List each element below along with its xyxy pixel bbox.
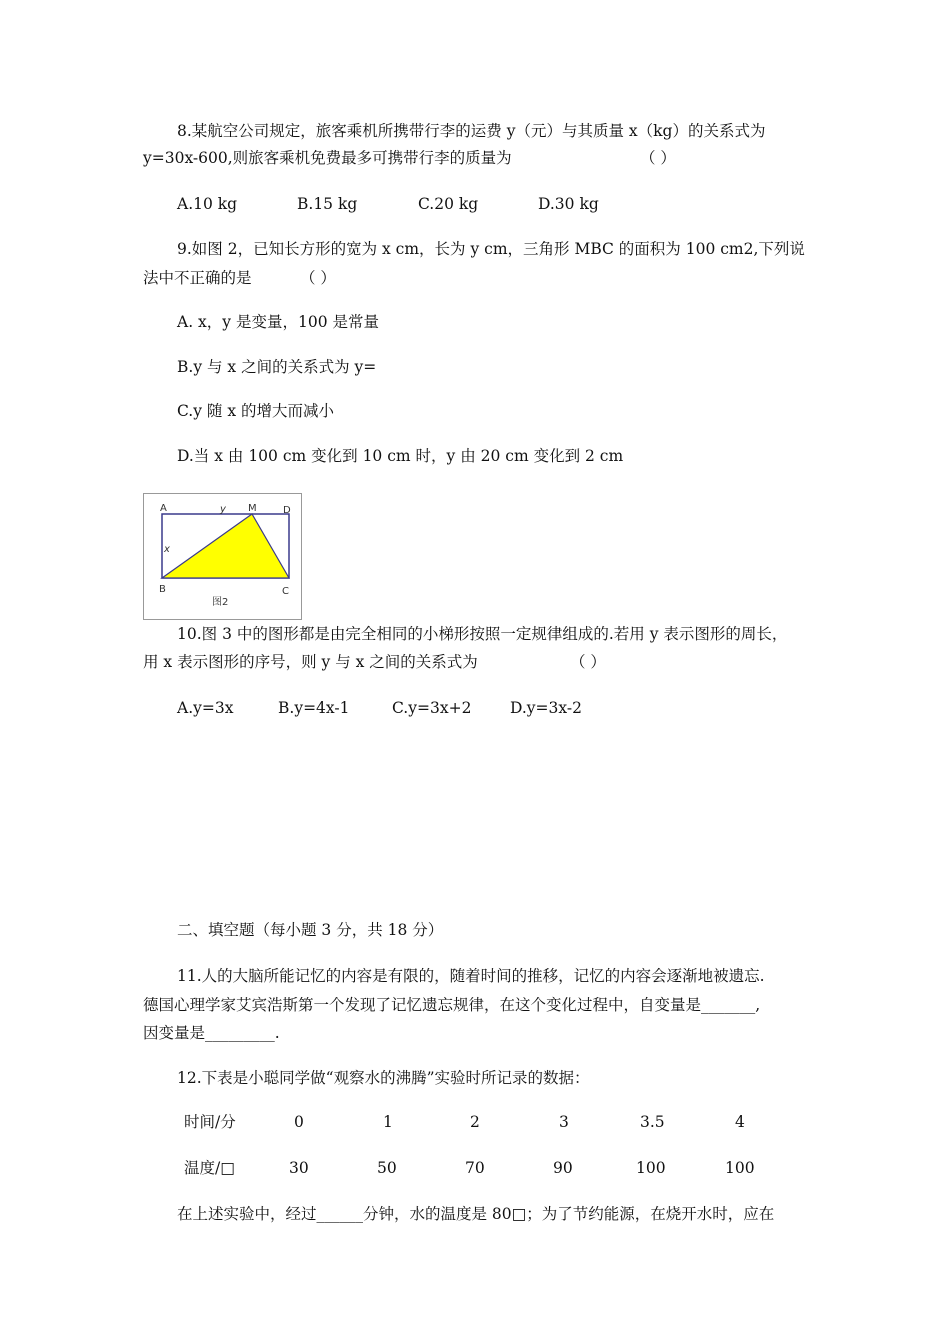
- table-cell: 0: [294, 1113, 304, 1131]
- table-cell: 100: [636, 1159, 666, 1177]
- q8-option-c: C.20 kg: [418, 195, 479, 213]
- table-cell: 70: [465, 1159, 485, 1177]
- q10-option-c: C.y=3x+2: [392, 699, 472, 717]
- q11-line-3: 因变量是_________.: [143, 1024, 280, 1042]
- section-2-title: 二、填空题（每小题 3 分，共 18 分）: [177, 921, 444, 939]
- figure-2-drawing: [144, 494, 301, 619]
- q11-line-2: 德国心理学家艾宾浩斯第一个发现了记忆遗忘规律，在这个变化过程中，自变量是_______,: [143, 996, 761, 1014]
- table-cell: 2: [470, 1113, 480, 1131]
- table-header-temperature: 温度/□: [184, 1159, 235, 1177]
- label-x: x: [164, 544, 170, 555]
- label-c: C: [282, 586, 289, 597]
- label-d: D: [283, 505, 291, 516]
- q9-option-d: D.当 x 由 100 cm 变化到 10 cm 时，y 由 20 cm 变化到 2 cm: [177, 447, 624, 465]
- table-row-temperature: [184, 1158, 784, 1178]
- q11-line-1: 11.人的大脑所能记忆的内容是有限的，随着时间的推移，记忆的内容会逐渐地被遗忘.: [177, 967, 765, 985]
- q9-line-2: 法中不正确的是: [143, 269, 252, 287]
- q10-line-2: 用 x 表示图形的序号，则 y 与 x 之间的关系式为: [143, 653, 478, 671]
- table-cell: 100: [725, 1159, 755, 1177]
- q9-option-c: C.y 随 x 的增大而减小: [177, 402, 335, 420]
- q12-after-text: 在上述实验中，经过______分钟，水的温度是 80□；为了节约能源，在烧开水时，应在: [177, 1205, 775, 1223]
- q8-option-d: D.30 kg: [538, 195, 599, 213]
- q8-options: [177, 194, 777, 214]
- q10-options: [177, 698, 777, 718]
- q9-option-a: A. x，y 是变量，100 是常量: [177, 313, 379, 331]
- q9-answer-paren: （ ）: [300, 269, 336, 287]
- table-cell: 1: [383, 1113, 393, 1131]
- q9-line-1: 9.如图 2，已知长方形的宽为 x cm，长为 y cm，三角形 MBC 的面积为 100 cm2,下列说: [177, 240, 805, 258]
- label-a: A: [160, 503, 167, 514]
- table-cell: 30: [289, 1159, 309, 1177]
- triangle-mbc: [162, 514, 289, 578]
- label-y: y: [220, 504, 226, 515]
- label-m: M: [248, 503, 257, 514]
- table-cell: 50: [377, 1159, 397, 1177]
- figure-caption: 图2: [212, 597, 229, 608]
- table-cell: 3: [559, 1113, 569, 1131]
- q12-intro: 12.下表是小聪同学做“观察水的沸腾”实验时所记录的数据：: [177, 1069, 590, 1087]
- q8-line-2: y=30x-600,则旅客乘机免费最多可携带行李的质量为: [143, 149, 512, 167]
- q10-answer-paren: （ ）: [570, 653, 606, 671]
- table-cell: 3.5: [640, 1113, 665, 1131]
- q8-option-b: B.15 kg: [297, 195, 358, 213]
- q9-option-b: B.y 与 x 之间的关系式为 y=: [177, 358, 377, 376]
- table-cell: 90: [553, 1159, 573, 1177]
- figure-2: [143, 493, 302, 620]
- q10-option-a: A.y=3x: [177, 699, 234, 717]
- q8-option-a: A.10 kg: [177, 195, 238, 213]
- q8-answer-paren: （ ）: [640, 149, 676, 167]
- q10-option-d: D.y=3x-2: [510, 699, 582, 717]
- table-row-time: [184, 1112, 784, 1132]
- q8-line-1: 8.某航空公司规定，旅客乘机所携带行李的运费 y（元）与其质量 x（kg）的关系式为: [177, 122, 766, 140]
- q10-option-b: B.y=4x-1: [278, 699, 350, 717]
- table-header-time: 时间/分: [184, 1113, 236, 1131]
- label-b: B: [159, 584, 166, 595]
- q10-line-1: 10.图 3 中的图形都是由完全相同的小梯形按照一定规律组成的.若用 y 表示图形的周长，: [177, 625, 788, 643]
- table-cell: 4: [735, 1113, 745, 1131]
